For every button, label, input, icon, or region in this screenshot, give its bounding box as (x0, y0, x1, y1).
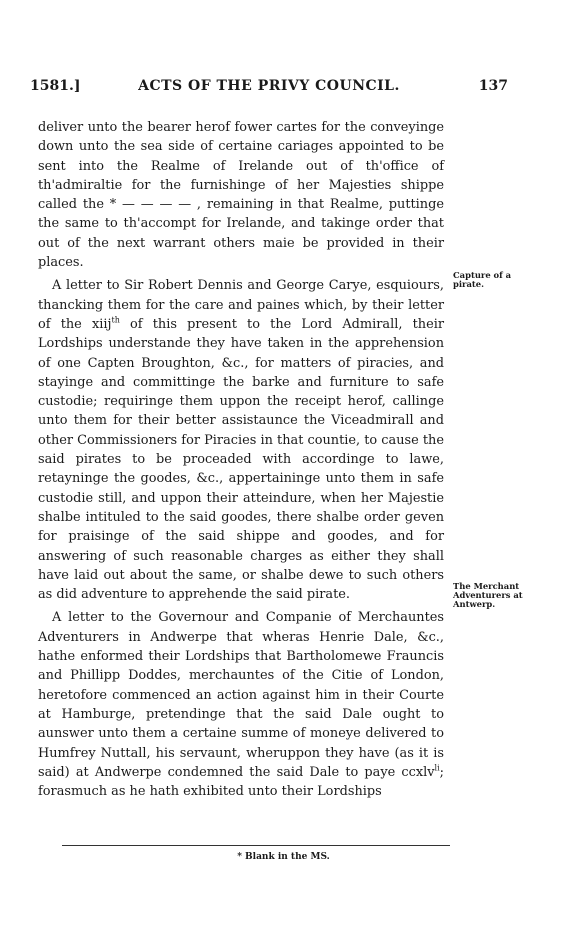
running-title: ACTS OF THE PRIVY COUNCIL. (138, 78, 400, 94)
paragraph-2-rest: of this present to the Lord Admirall, their Lordships understande they have taken in the apprehension of one Capten Broughton, &c., for matters of piracies, and stayinge and committinge the barke and furniture to safe custodie; requiringe them uppon the receipt herof, callinge unto them for their better assistaunce the Viceadmirall and other Commissioners for Piracies in that countie, to cause the said pirates to be proceaded with accordinge to lawe, retayninge the goodes, &c., appertaininge unto them in safe custodie still, and uppon their atteindure, when her Majestie shalbe intituled to the said goodes, there shalbe order geven for praisinge of the said shippe and goodes, and for answering of such reasonable charges as either they shall have laid out about the same, or shalbe dewe to such others as did adventure to apprehende the said pirate. (38, 316, 444, 603)
footnote-rule (62, 845, 450, 846)
page-header (30, 78, 508, 100)
paragraph-3-start: A letter to the Governour and Companie of Merchauntes Adventurers in Andwerpe that wheras Henrie Dale, &c., hathe enformed their Lordships that Bartholomewe Frauncis and Phillipp Doddes, merchauntes of the Citie of London, heretofore commenced an action against him in their Courte at Hamburge, pretendinge that the said Dale ought to aunswer unto them a certaine summe of moneye delivered to Humfrey Nuttall, his servaunt, wheruppon they have (as it is said) at Andwerpe condemned the said Dale to paye ccxlv (38, 610, 444, 780)
paragraph-3 (38, 608, 444, 801)
page-number: 137 (478, 78, 508, 94)
paragraph-2 (38, 276, 444, 604)
header-year: 1581.] (30, 78, 81, 94)
footnote: * Blank in the MS. (237, 852, 330, 862)
sidenote-capture: Capture of a pirate. (453, 270, 512, 289)
paragraph-2-superscript: th (111, 315, 120, 325)
paragraph-3-rest: ; forasmuch as he hath exhibited unto their Lordships (38, 764, 444, 800)
paragraph-3-superscript: li (434, 763, 440, 773)
body-text (38, 118, 444, 805)
paragraph-1: deliver unto the bearer herof fower cartes for the conveyinge down unto the sea side of certaine cariages appointed to be sent into the Realme of Irelande out of th'office of th'admiraltie for the furnishinge of her Majesties shippe called the * — — — — , remaining in that Realme, puttinge the same to th'accompt for Irelande, and takinge order that out of the next warrant others maie be provided in their places. (38, 120, 444, 271)
sidenote-merchant: The Merchant Adventurers at Antwerp. (453, 581, 523, 609)
paragraph-2-start: A letter to Sir Robert Dennis and George Carye, esquiours, thancking them for the care and paines which, by their letter of the xiij (38, 278, 444, 332)
